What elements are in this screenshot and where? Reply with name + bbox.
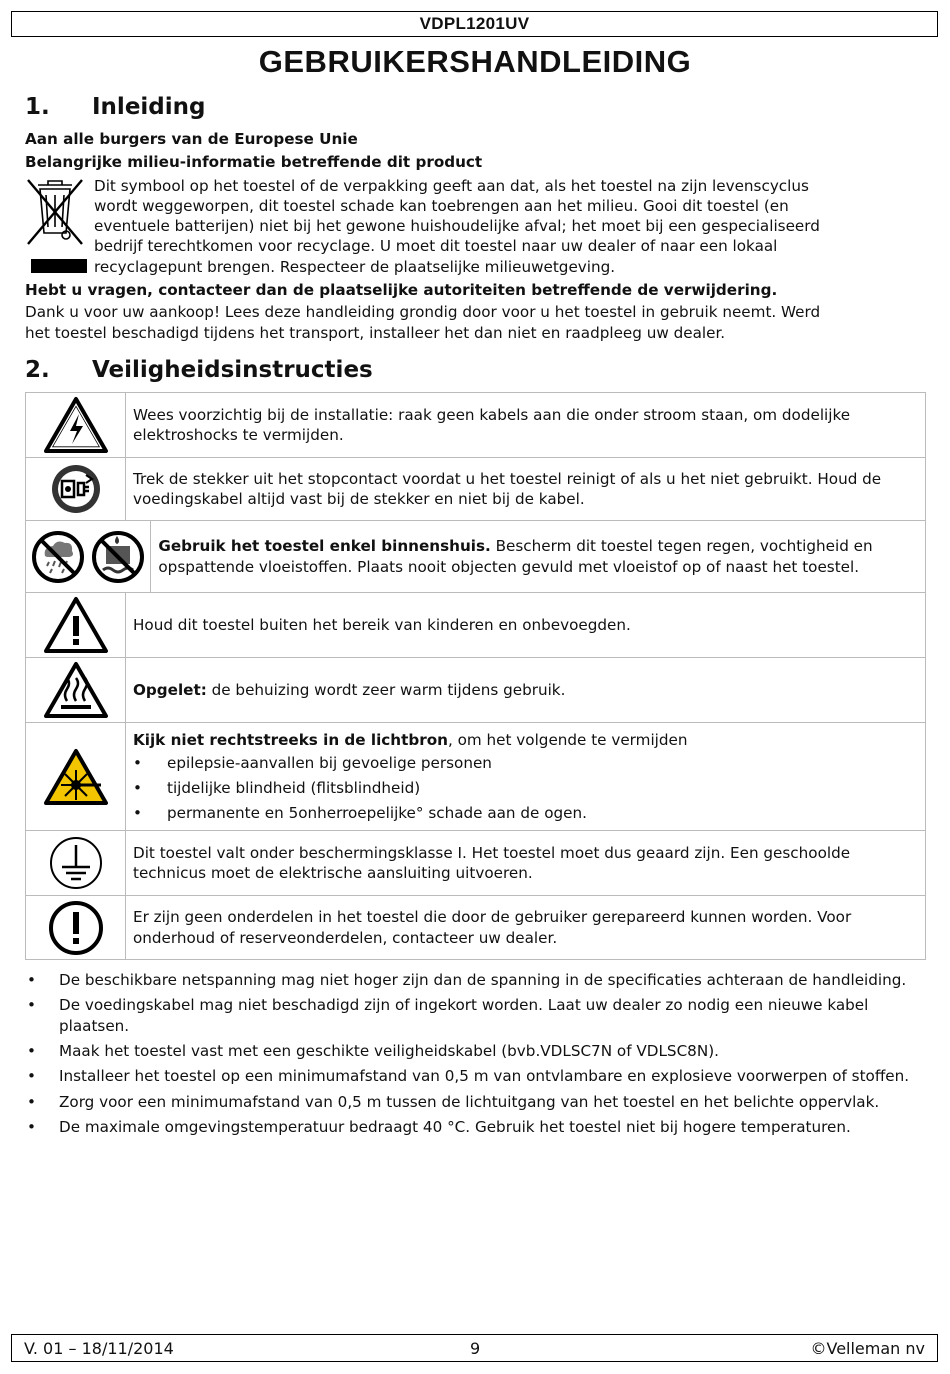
section-2-title: Veiligheidsinstructies [92,357,373,383]
safety-row [26,393,926,458]
footer [11,1334,938,1362]
footer-version: V. 01 – 18/11/2014 [24,1339,174,1358]
weee-line-4: bedrijf terechtkomen voor recyclage. U moet dit toestel naar uw dealer of naar een lokaal [94,237,778,255]
weee-line-5: recyclagepunt brengen. Respecteer de plaatselijke milieuwetgeving. [94,258,616,276]
hot-surface-icon [43,661,109,719]
section-2-heading [25,357,373,383]
caution-bold: Opgelet: [133,680,207,699]
icon-cell [26,393,126,458]
document-title: GEBRUIKERSHANDLEIDING [258,44,692,79]
page-number: 9 [470,1339,481,1358]
text-cell: Houd dit toestel buiten het bereik van kinderen en onbevoegden. [126,593,926,658]
safety-row [26,593,926,658]
contact-authorities: Hebt u vragen, contacteer dan de plaatselijke autoriteiten betreffende de verwijdering. [25,281,778,299]
list-item: • Maak het toestel vast met een geschikte veiligheidskabel (bvb.VDLSC7N of VDLSC8N). [25,1041,925,1062]
weee-bin-icon [24,177,86,247]
icon-cell [26,831,126,896]
icon-cell [26,723,126,831]
thanks-line-1: Dank u voor uw aankoop! Lees deze handleiding grondig door voor u het toestel in gebruik neemt. Werd [25,303,821,321]
general-warning-icon [43,596,109,654]
list-item: • permanente en 5onherroepelijke° schade aan de ogen. [133,803,917,824]
list-item: • De maximale omgevingstemperatuur bedraagt 40 °C. Gebruik het toestel niet bij hogere temperaturen. [25,1117,925,1138]
environment-heading: Belangrijke milieu-informatie betreffende dit product [25,153,483,171]
text-cell [126,723,926,831]
list-item: • tijdelijke blindheid (flitsblindheid) [133,778,917,799]
section-1-number: 1. [25,94,50,120]
safety-row [26,458,926,521]
list-item: • De voedingskabel mag niet beschadigd zijn of ingekort worden. Laat uw dealer zo nodig een nieuwe kabel plaatsen. [25,995,925,1036]
protective-earth-icon [48,835,104,891]
caution-text: de behuizing wordt zeer warm tijdens gebruik. [206,680,566,699]
safety-row [26,896,926,960]
icon-cell [26,458,126,521]
mandatory-action-icon [48,900,104,956]
light-warning-list [133,753,917,824]
indoor-use-bold: Gebruik het toestel enkel binnenshuis. [158,537,491,555]
text-cell: Wees voorzichtig bij de installatie: raak geen kabels aan die onder stroom staan, om dodelijke elektroshocks te vermijden. [126,393,926,458]
safety-row [26,658,926,723]
text-cell: Trek de stekker uit het stopcontact voordat u het toestel reinigt of als u het niet gebruikt. Houd de voedingskabel altijd vast bij de stekker en niet bij de kabel. [126,458,926,521]
weee-line-2: wordt weggeworpen, dit toestel schade kan toebrengen aan het milieu. Gooi dit toestel (en [94,197,789,215]
safety-row [26,521,926,593]
safety-row [26,723,926,831]
text-cell: Dit toestel valt onder beschermingsklasse I. Het toestel moet dus geaard zijn. Een geschoolde technicus moet de elektrische aansluiting uitvoeren. [126,831,926,896]
list-item: • De beschikbare netspanning mag niet hoger zijn dan de spanning in de specificaties achteraan de handleiding. [25,970,925,991]
icon-cell [26,658,126,723]
safety-row [26,831,926,896]
weee-line-3: eventuele batterijen) niet bij het gewone huishoudelijke afval; het moet bij een gespecialiseerd [94,217,820,235]
icon-cell [26,593,126,658]
safety-table [25,392,926,960]
header-model: VDPL1201UV [11,11,938,37]
eu-citizens-heading: Aan alle burgers van de Europese Unie [25,130,358,148]
thanks-line-2: het toestel beschadigd tijdens het transport, installeer het dan niet en raadpleeg uw dealer. [25,324,726,342]
section-1-heading [25,94,205,120]
indoor-use-text: Bescherm dit toestel tegen regen, vochtigheid en opspattende vloeistoffen. Plaats nooit objecten gevuld met vloeistof op of naast het toestel. [158,537,873,576]
list-item: • Zorg voor een minimumafstand van 0,5 m tussen de lichtuitgang van het toestel en het belichte oppervlak. [25,1092,925,1113]
section-2-number: 2. [25,357,50,383]
text-cell [151,521,926,593]
safety-bullet-list [25,970,925,1142]
no-liquids-icon [91,530,145,584]
icon-cell [26,521,151,593]
text-cell: Er zijn geen onderdelen in het toestel die door de gebruiker gerepareerd kunnen worden. Voor onderhoud of reserveonderdelen, contacteer uw dealer. [126,896,926,960]
section-1-title: Inleiding [92,94,206,120]
no-rain-icon [31,530,85,584]
light-warning-bold: Kijk niet rechtstreeks in de lichtbron [133,731,448,749]
list-item: • Installeer het toestel op een minimumafstand van 0,5 m van ontvlambare en explosieve voorwerpen of stoffen. [25,1066,925,1087]
icon-cell [26,896,126,960]
text-cell [126,658,926,723]
unplug-icon [50,463,102,515]
footer-copyright: ©Velleman nv [810,1339,925,1358]
list-item: • epilepsie-aanvallen bij gevoelige personen [133,753,917,774]
light-source-warning-icon [43,748,109,806]
weee-line-1: Dit symbool op het toestel of de verpakking geeft aan dat, als het toestel na zijn levenscyclus [94,177,809,195]
electric-shock-warning-icon [43,396,109,454]
light-warning-text: , om het volgende te vermijden [447,731,688,749]
weee-bar-symbol [31,259,87,273]
